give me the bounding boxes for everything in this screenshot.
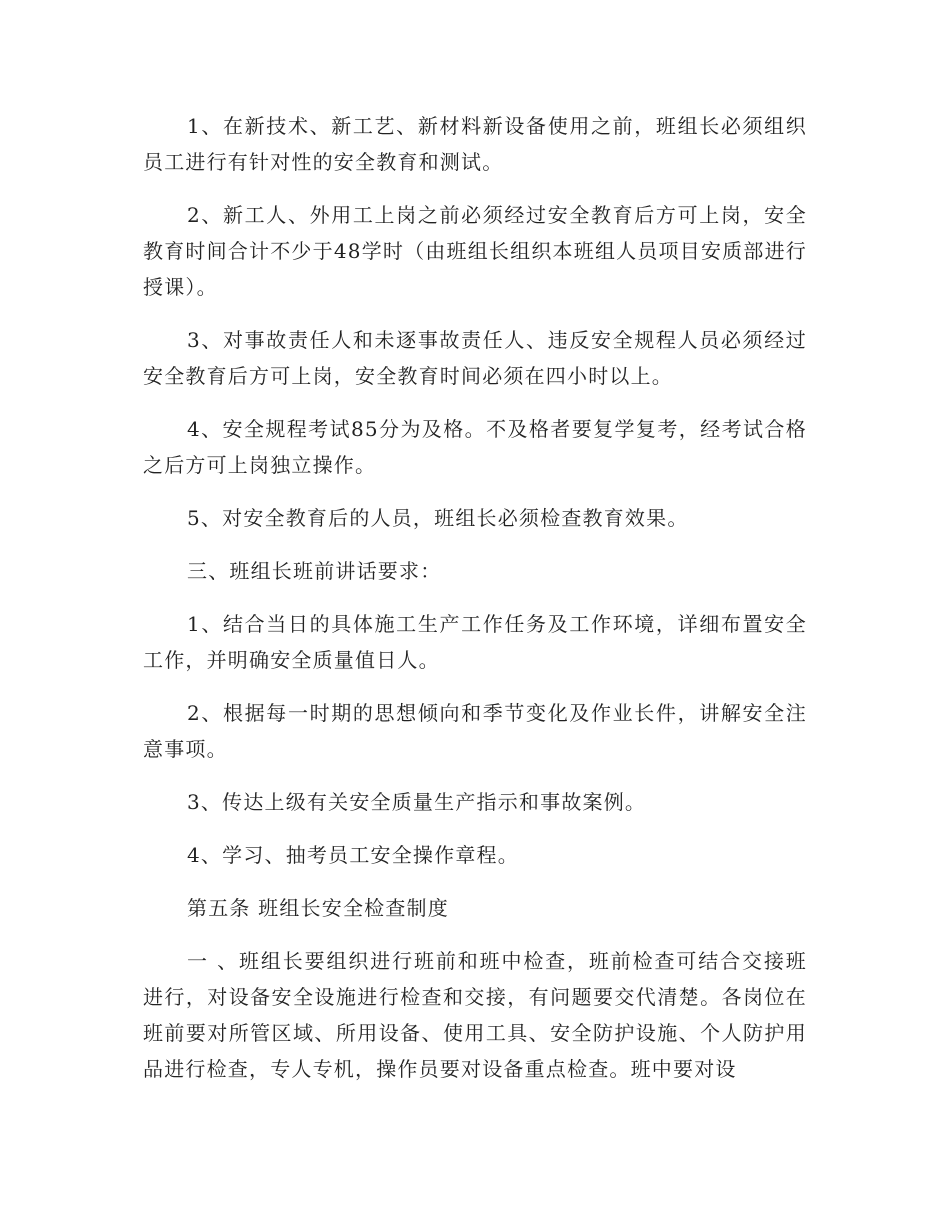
paragraph-item-6: 1、结合当日的具体施工生产工作任务及工作环境，详细布置安全工作，并明确安全质量值日人。 <box>143 612 807 672</box>
paragraph-item-2: 2、新工人、外用工上岗之前必须经过安全教育后方可上岗，安全教育时间合计不少于48学时（由班组长组织本班组人员项目安质部进行授课）。 <box>143 203 807 299</box>
document-body <box>143 108 807 1104</box>
paragraph-item-5: 5、对安全教育后的人员，班组长必须检查教育效果。 <box>187 506 689 530</box>
section-heading: 三、班组长班前讲话要求： <box>187 559 442 583</box>
article-heading: 第五条 班组长安全检查制度 <box>187 896 449 920</box>
paragraph-item-9: 4、学习、抽考员工安全操作章程。 <box>187 843 519 867</box>
paragraph-item-7: 2、根据每一时期的思想倾向和季节变化及作业长件，讲解安全注意事项。 <box>143 701 807 761</box>
paragraph-item-1: 1、在新技术、新工艺、新材料新设备使用之前，班组长必须组织员工进行有针对性的安全教育和测试。 <box>143 114 807 174</box>
paragraph-item-10: 一 、班组长要组织进行班前和班中检查，班前检查可结合交接班进行，对设备安全设施进行检查和交接，有问题要交代清楚。各岗位在班前要对所管区域、所用设备、使用工具、安全防护设施、个人防护用品进行检查，专人专机，操作员要对设备重点检查。班中要对设 <box>143 949 807 1081</box>
paragraph-item-3: 3、对事故责任人和未逐事故责任人、违反安全规程人员必须经过安全教育后方可上岗，安全教育时间必须在四小时以上。 <box>143 328 807 388</box>
paragraph-item-4: 4、安全规程考试85分为及格。不及格者要复学复考，经考试合格之后方可上岗独立操作。 <box>143 417 807 477</box>
paragraph-item-8: 3、传达上级有关安全质量生产指示和事故案例。 <box>187 790 647 814</box>
